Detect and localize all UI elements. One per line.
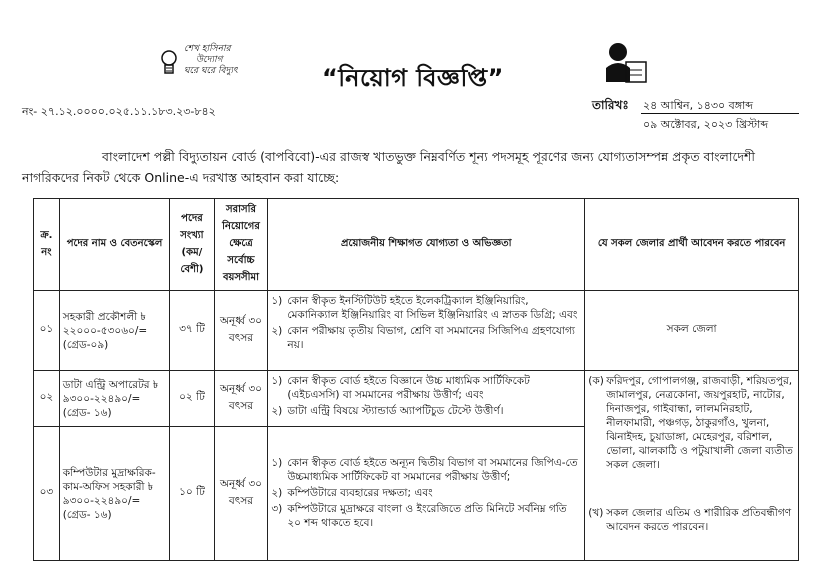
vacancy-table — [33, 198, 799, 561]
row-age: অনূর্ধ্ব ৩০ বৎসর — [214, 371, 268, 427]
memo-number: নং- ২৭.১২.০০০০.০২৫.১১.১৮৩.২৩-৮৪২ — [22, 105, 216, 118]
requirement-item: ২) ডাটা এন্ট্রি বিষয়ে স্ট্যান্ডার্ড অ্যাপটিচুড টেস্টে উত্তীর্ণ। — [271, 405, 504, 417]
page-title: “নিয়োগ বিজ্ঞপ্তি” — [322, 64, 504, 92]
row-count: ১০ টি — [170, 427, 214, 561]
row-districts: সকল জেলা — [585, 291, 799, 371]
row-post: ডাটা এন্ট্রি অপারেটর ৳ ৯৩০০-২২৪৯০/= (গ্রেড- ১৬) — [59, 371, 169, 427]
campaign-logo — [160, 44, 270, 90]
table-header-row — [34, 199, 799, 291]
date-bangla: ২৪ আশ্বিন, ১৪৩০ বঙ্গাব্দ — [643, 99, 754, 112]
requirement-item: ১) কোন স্বীকৃত বোর্ড হইতে বিজ্ঞানে উচ্চ মাধ্যমিক সার্টিফিকেট (এইচএসসি) বা সমমানের পরীক্ষায় উত্তীর্ণ; এবং — [271, 375, 530, 401]
requirement-item: ২) কোন পরীক্ষায় তৃতীয় বিভাগ, শ্রেণি বা সমমানের সিজিপিএ গ্রহণযোগ্য নয়। — [271, 325, 575, 351]
bulb-icon — [160, 48, 178, 78]
row-qualification — [268, 371, 585, 427]
logo-line-2: উদ্যোগ — [196, 55, 223, 65]
date-divider — [641, 113, 799, 114]
table-row — [34, 291, 799, 371]
row-sl: ০২ — [34, 371, 60, 427]
header-sl: ক্র. নং — [34, 199, 60, 291]
header-age: সরাসরি নিয়োগের ক্ষেত্রে সর্বোচ্চ বয়সসীমা — [214, 199, 268, 291]
requirement-item: ২) কম্পিউটারে ব্যবহারের দক্ষতা; এবং — [271, 486, 433, 499]
row-age: অনূর্ধ্ব ৩০ বৎসর — [214, 427, 268, 561]
intro-paragraph: বাংলাদেশ পল্লী বিদ্যুতায়ন বোর্ড (বাপবিবো)-এর রাজস্ব খাতভুক্ত নিম্নবর্ণিত শূন্য পদসমূহ পূরণের জন্য যোগ্যতাসম্পন্ন প্রকৃত বাংলাদেশী নাগরিকদের নিকট থেকে Online-এ দরখাস্ত আহবান করা যাচ্ছে: — [22, 149, 756, 185]
row-age: অনূর্ধ্ব ৩০ বৎসর — [214, 291, 268, 371]
row-districts — [585, 371, 799, 561]
logo-line-3: ঘরে ঘরে বিদ্যুৎ — [184, 66, 238, 76]
row-sl: ০৩ — [34, 427, 60, 561]
row-qualification — [268, 291, 585, 371]
header-post: পদের নাম ও বেতনস্কেল — [59, 199, 169, 291]
header-qualification: প্রয়োজনীয় শিক্ষাগত যোগ্যতা ও অভিজ্ঞতা — [268, 199, 585, 291]
header-districts: যে সকল জেলার প্রার্থী আবেদন করতে পারবেন — [585, 199, 799, 291]
row-count: ০২ টি — [170, 371, 214, 427]
districts-group-ka: (ক) ফরিদপুর, গোপালগঞ্জ, রাজবাড়ী, শরিয়তপুর, জামালপুর, নেত্রকোনা, জয়পুরহাট, নাটোর, দিনাজপুর, গাইবান্ধা, লালমনিরহাট, নীলফামারী, পঞ্চগড়, ঠাকুরগাঁও, খুলনা, ঝিনাইদহ, চুয়াডাঙ্গা, মেহেরপুর, বরিশাল, ভোলা, ঝালকাঠি ও পটুয়াখালী জেলা ব্যতীত সকল জেলা। — [588, 375, 793, 471]
row-post: সহকারী প্রকৌশলী ৳ ২২০০০-৫৩০৬০/= (গ্রেড-০৯) — [59, 291, 169, 371]
portrait-logo — [600, 38, 660, 90]
date-label: তারিখঃ — [592, 98, 629, 112]
portrait-icon — [600, 38, 660, 90]
row-sl: ০১ — [34, 291, 60, 371]
requirement-item: ১) কোন স্বীকৃত বোর্ড হইতে অন্যূন দ্বিতীয় বিভাগ বা সমমানের জিপিএ-তে উচ্চমাধ্যমিক সার্টিফিকেট বা সমমানের পরীক্ষায় উত্তীর্ণ; — [271, 456, 578, 483]
requirement-item: ১) কোন স্বীকৃত ইনস্টিটিউট হইতে ইলেকট্রিক্যাল ইঞ্জিনিয়ারিং, মেকানিক্যাল ইঞ্জিনিয়ারিং বা সিভিল ইঞ্জিনিয়ারিং এ স্নাতক ডিগ্রি; এবং — [271, 295, 578, 321]
districts-group-kha: (খ) সকল জেলার এতিম ও শারীরিক প্রতিবন্ধীগণ আবেদন করতে পারবেন। — [588, 507, 792, 533]
row-count: ৩৭ টি — [170, 291, 214, 371]
header-count: পদের সংখ্যা (কম/ বেশী) — [170, 199, 214, 291]
row-qualification — [268, 427, 585, 561]
requirement-item: ৩) কম্পিউটারে মুদ্রাক্ষরে বাংলা ও ইংরেজিতে প্রতি মিনিটে সর্বনিম্ন গতি ২০ শব্দ থাকতে হবে। — [271, 502, 567, 529]
row-post: কম্পিউটার মুদ্রাক্ষরিক-কাম-অফিস সহকারী ৳ ৯৩০০-২২৪৯০/= (গ্রেড- ১৬) — [59, 427, 169, 561]
table-row — [34, 371, 799, 427]
date-english: ০৯ অক্টোবর, ২০২৩ খ্রিস্টাব্দ — [643, 118, 769, 131]
logo-line-1: শেখ হাসিনার — [184, 44, 231, 54]
